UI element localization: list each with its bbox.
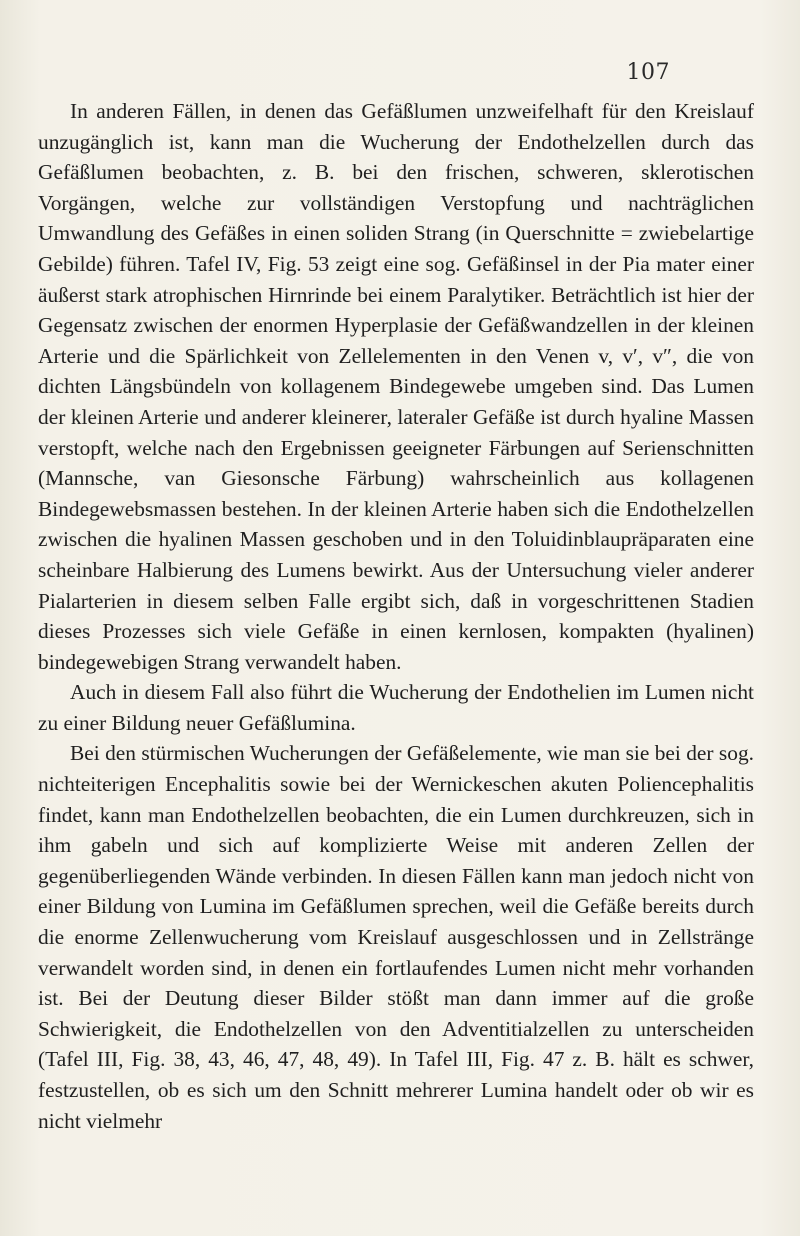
body-text [38, 96, 754, 1136]
paragraph: In anderen Fällen, in denen das Gefäßlumen unzweifelhaft für den Kreislauf unzugänglich ist, kann man die Wucherung der Endothelzellen durch das Gefäßlumen beobachten, z. B. bei den frischen, schweren, sklerotischen Vorgängen, welche zur vollständigen Verstopfung und nachträglichen Umwandlung des Gefäßes in einen soliden Strang (in Querschnitte = zwiebelartige Gebilde) führen. Tafel IV, Fig. 53 zeigt eine sog. Gefäßinsel in der Pia mater einer äußerst stark atrophischen Hirnrinde bei einem Paralytiker. Beträchtlich ist hier der Gegensatz zwischen der enormen Hyperplasie der Gefäßwandzellen in der kleinen Arterie und die Spärlichkeit von Zellelementen in den Venen v, v′, v″, die von dichten Längsbündeln von kollagenem Bindegewebe umgeben sind. Das Lumen der kleinen Arterie und anderer kleinerer, lateraler Gefäße ist durch hyaline Massen verstopft, welche nach den Ergebnissen geeigneter Färbungen auf Serienschnitten (Mannsche, van Giesonsche Färbung) wahrscheinlich aus kollagenen Bindegewebsmassen bestehen. In der kleinen Arterie haben sich die Endothelzellen zwischen die hyalinen Massen geschoben und in den Toluidinblaupräparaten eine scheinbare Halbierung des Lumens bewirkt. Aus der Untersuchung vieler anderer Pialarterien in diesem selben Falle ergibt sich, daß in vorgeschrittenen Stadien dieses Prozesses sich viele Gefäße in einen kernlosen, kompakten (hyalinen) bindegewebigen Strang verwandelt haben. [38, 99, 754, 674]
paragraph: Bei den stürmischen Wucherungen der Gefäßelemente, wie man sie bei der sog. nichteiterigen Encephalitis sowie bei der Wernickeschen akuten Poliencephalitis findet, kann man Endothelzellen beobachten, die ein Lumen durchkreuzen, sich in ihm gabeln und sich auf komplizierte Weise mit anderen Zellen der gegenüberliegenden Wände verbinden. In diesen Fällen kann man jedoch nicht von einer Bildung von Lumina im Gefäßlumen sprechen, weil die Gefäße bereits durch die enorme Zellenwucherung vom Kreislauf ausgeschlossen und in Zellstränge verwandelt worden sind, in denen ein fortlaufendes Lumen nicht mehr vorhanden ist. Bei der Deutung dieser Bilder stößt man dann immer auf die große Schwierigkeit, die Endothelzellen von den Adventitialzellen zu unterscheiden (Tafel III, Fig. 38, 43, 46, 47, 48, 49). In Tafel III, Fig. 47 z. B. hält es schwer, festzustellen, ob es sich um den Schnitt mehrerer Lumina handelt oder ob wir es nicht vielmehr [38, 741, 754, 1133]
paragraph: Auch in diesem Fall also führt die Wucherung der Endothelien im Lumen nicht zu einer Bildung neuer Gefäßlumina. [38, 680, 754, 735]
page-number: 107 [626, 60, 670, 85]
